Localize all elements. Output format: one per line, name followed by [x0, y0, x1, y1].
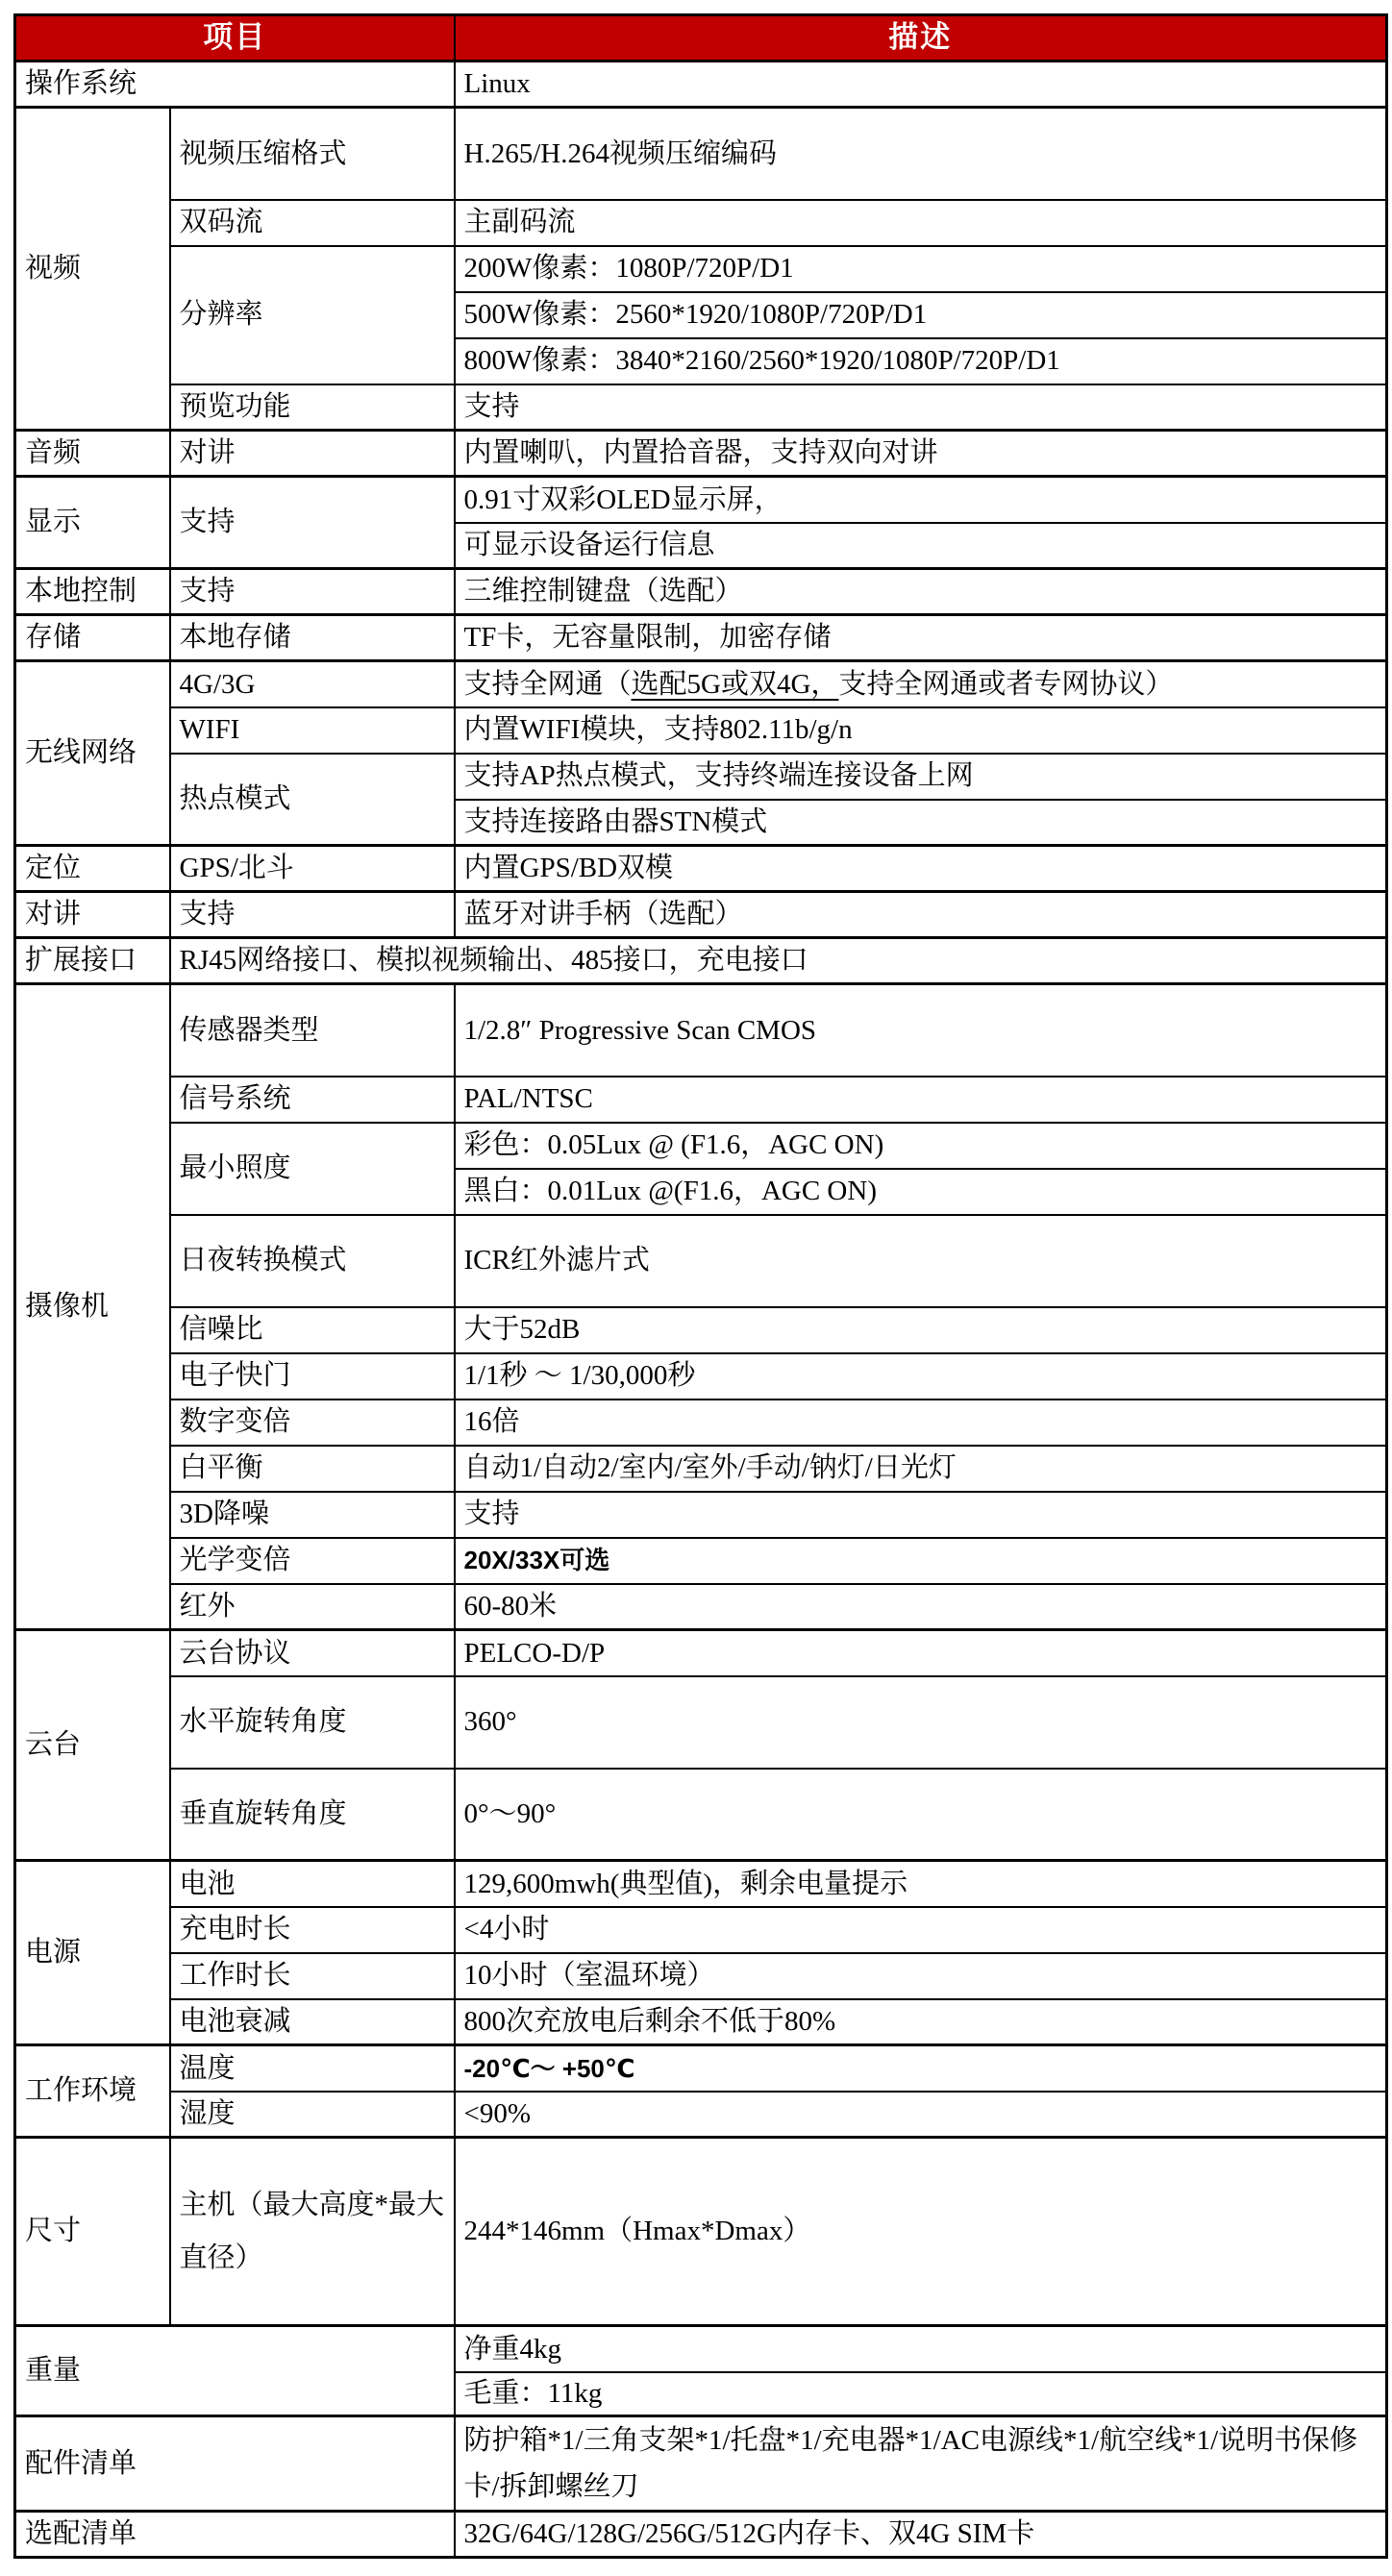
local-desc: 三维控制键盘（选配）	[455, 569, 1387, 615]
row-ext-port	[15, 938, 1387, 984]
camera-dzoom-desc: 16倍	[455, 1399, 1387, 1446]
weight-category: 重量	[15, 2326, 455, 2416]
header-row	[15, 15, 1387, 62]
row-camera-dzoom	[15, 1399, 1387, 1446]
camera-dzoom-label: 数字变倍	[170, 1399, 455, 1446]
row-env-humidity	[15, 2092, 1387, 2138]
camera-ir-desc: 60-80米	[455, 1584, 1387, 1630]
intercom-label: 支持	[170, 892, 455, 938]
row-camera-lux-1	[15, 1123, 1387, 1169]
power-battery-desc: 129,600mwh(典型值)，剩余电量提示	[455, 1861, 1387, 1907]
display-desc2: 可显示设备运行信息	[455, 523, 1387, 569]
video-res2-desc: 500W像素：2560*1920/1080P/720P/D1	[455, 292, 1387, 338]
env-humidity-label: 湿度	[170, 2092, 455, 2138]
row-accessories	[15, 2416, 1387, 2512]
camera-dnr-desc: 支持	[455, 1492, 1387, 1538]
wireless-hotspot-label: 热点模式	[170, 754, 455, 846]
video-res-label: 分辨率	[170, 246, 455, 384]
row-wireless-4g	[15, 661, 1387, 707]
video-res3-desc: 800W像素：3840*2160/2560*1920/1080P/720P/D1	[455, 338, 1387, 384]
row-camera-snr	[15, 1307, 1387, 1353]
accessories-desc: 防护箱*1/三角支架*1/托盘*1/充电器*1/AC电源线*1/航空线*1/说明书保修卡/拆卸螺丝刀	[455, 2416, 1387, 2512]
optional-desc: 32G/64G/128G/256G/512G内存卡、双4G SIM卡	[455, 2512, 1387, 2558]
ptz-pan-desc: 360°	[455, 1676, 1387, 1769]
wireless-hotspot-desc1: 支持AP热点模式，支持终端连接设备上网	[455, 754, 1387, 800]
camera-shutter-desc: 1/1秒 ～ 1/30,000秒	[455, 1353, 1387, 1399]
row-storage	[15, 615, 1387, 661]
camera-sensor-desc: 1/2.8″ Progressive Scan CMOS	[455, 984, 1387, 1077]
ptz-tilt-desc: 0°～90°	[455, 1769, 1387, 1861]
audio-label: 对讲	[170, 431, 455, 477]
wireless-wifi-desc: 内置WIFI模块，支持802.11b/g/n	[455, 707, 1387, 754]
row-power-work	[15, 1953, 1387, 1999]
display-label: 支持	[170, 477, 455, 569]
power-category: 电源	[15, 1861, 170, 2045]
row-wireless-wifi	[15, 707, 1387, 754]
row-power-charge	[15, 1907, 1387, 1953]
row-wireless-hotspot-1	[15, 754, 1387, 800]
row-ptz-proto	[15, 1630, 1387, 1676]
display-desc1: 0.91寸双彩OLED显示屏，	[455, 477, 1387, 523]
row-camera-signal	[15, 1077, 1387, 1123]
camera-wb-label: 白平衡	[170, 1446, 455, 1492]
weight-desc2: 毛重：11kg	[455, 2372, 1387, 2416]
row-camera-daynight	[15, 1215, 1387, 1307]
wireless-hotspot-desc2: 支持连接路由器STN模式	[455, 800, 1387, 846]
local-label: 支持	[170, 569, 455, 615]
camera-dnr-label: 3D降噪	[170, 1492, 455, 1538]
ext-category: 扩展接口	[15, 938, 170, 984]
row-display-1	[15, 477, 1387, 523]
gps-label: GPS/北斗	[170, 846, 455, 892]
wireless-4g-desc	[455, 661, 1387, 707]
camera-lux-desc1: 彩色：0.05Lux @ (F1.6，AGC ON)	[455, 1123, 1387, 1169]
env-category: 工作环境	[15, 2045, 170, 2138]
power-work-desc: 10小时（室温环境）	[455, 1953, 1387, 1999]
row-gps	[15, 846, 1387, 892]
display-category: 显示	[15, 477, 170, 569]
camera-signal-desc: PAL/NTSC	[455, 1077, 1387, 1123]
row-camera-dnr	[15, 1492, 1387, 1538]
wireless-category: 无线网络	[15, 661, 170, 846]
ptz-proto-label: 云台协议	[170, 1630, 455, 1676]
row-camera-ir	[15, 1584, 1387, 1630]
env-temp-label: 温度	[170, 2045, 455, 2092]
row-camera-ozoom	[15, 1538, 1387, 1584]
row-optional	[15, 2512, 1387, 2558]
audio-desc: 内置喇叭，内置拾音器，支持双向对讲	[455, 431, 1387, 477]
camera-ozoom-label: 光学变倍	[170, 1538, 455, 1584]
accessories-category: 配件清单	[15, 2416, 455, 2512]
audio-category: 音频	[15, 431, 170, 477]
row-size	[15, 2138, 1387, 2326]
video-category: 视频	[15, 108, 170, 431]
ptz-pan-label: 水平旋转角度	[170, 1676, 455, 1769]
video-compress-label: 视频压缩格式	[170, 108, 455, 200]
power-work-label: 工作时长	[170, 1953, 455, 1999]
camera-wb-desc: 自动1/自动2/室内/室外/手动/钠灯/日光灯	[455, 1446, 1387, 1492]
header-item: 项目	[15, 15, 455, 62]
wireless-wifi-label: WIFI	[170, 707, 455, 754]
camera-category: 摄像机	[15, 984, 170, 1630]
os-desc: Linux	[455, 62, 1387, 108]
row-power-decay	[15, 1999, 1387, 2045]
row-env-temp	[15, 2045, 1387, 2092]
camera-sensor-label: 传感器类型	[170, 984, 455, 1077]
camera-ozoom-desc: 20X/33X可选	[455, 1538, 1387, 1584]
row-video-compress	[15, 108, 1387, 200]
intercom-desc: 蓝牙对讲手柄（选配）	[455, 892, 1387, 938]
camera-lux-label: 最小照度	[170, 1123, 455, 1215]
row-camera-wb	[15, 1446, 1387, 1492]
row-os	[15, 62, 1387, 108]
row-intercom	[15, 892, 1387, 938]
spec-sheet-page	[13, 13, 1388, 2559]
video-preview-desc: 支持	[455, 384, 1387, 431]
row-power-battery	[15, 1861, 1387, 1907]
power-decay-label: 电池衰减	[170, 1999, 455, 2045]
local-category: 本地控制	[15, 569, 170, 615]
power-battery-label: 电池	[170, 1861, 455, 1907]
wireless-4g-label: 4G/3G	[170, 661, 455, 707]
storage-label: 本地存储	[170, 615, 455, 661]
wireless-4g-desc-prefix: 支持全网通（	[463, 668, 632, 700]
ptz-tilt-label: 垂直旋转角度	[170, 1769, 455, 1861]
camera-ir-label: 红外	[170, 1584, 455, 1630]
camera-snr-label: 信噪比	[170, 1307, 455, 1353]
ptz-category: 云台	[15, 1630, 170, 1861]
size-desc: 244*146mm（Hmax*Dmax）	[455, 2138, 1387, 2326]
env-temp-desc: -20℃～ +50℃	[455, 2045, 1387, 2092]
power-charge-label: 充电时长	[170, 1907, 455, 1953]
row-camera-shutter	[15, 1353, 1387, 1399]
spec-table	[13, 13, 1388, 2559]
camera-lux-desc2: 黑白：0.01Lux @(F1.6，AGC ON)	[455, 1169, 1387, 1215]
row-video-res1	[15, 246, 1387, 292]
env-humidity-desc: <90%	[455, 2092, 1387, 2138]
ext-desc: RJ45网络接口、模拟视频输出、485接口，充电接口	[170, 938, 1387, 984]
row-video-preview	[15, 384, 1387, 431]
gps-desc: 内置GPS/BD双模	[455, 846, 1387, 892]
row-audio	[15, 431, 1387, 477]
optional-category: 选配清单	[15, 2512, 455, 2558]
size-label: 主机（最大高度*最大直径）	[170, 2138, 455, 2326]
row-weight-1	[15, 2326, 1387, 2372]
camera-signal-label: 信号系统	[170, 1077, 455, 1123]
wireless-4g-desc-underlined: 选配5G或双4G，	[631, 668, 839, 700]
row-ptz-pan	[15, 1676, 1387, 1769]
ptz-proto-desc: PELCO-D/P	[455, 1630, 1387, 1676]
wireless-4g-desc-suffix: 支持全网通或者专网协议）	[838, 668, 1174, 700]
camera-shutter-label: 电子快门	[170, 1353, 455, 1399]
camera-daynight-label: 日夜转换模式	[170, 1215, 455, 1307]
row-local-control	[15, 569, 1387, 615]
power-charge-desc: <4小时	[455, 1907, 1387, 1953]
camera-daynight-desc: ICR红外滤片式	[455, 1215, 1387, 1307]
storage-desc: TF卡，无容量限制，加密存储	[455, 615, 1387, 661]
os-category: 操作系统	[15, 62, 455, 108]
video-compress-desc: H.265/H.264视频压缩编码	[455, 108, 1387, 200]
storage-category: 存储	[15, 615, 170, 661]
weight-desc1: 净重4kg	[455, 2326, 1387, 2372]
intercom-category: 对讲	[15, 892, 170, 938]
video-preview-label: 预览功能	[170, 384, 455, 431]
power-decay-desc: 800次充放电后剩余不低于80%	[455, 1999, 1387, 2045]
size-category: 尺寸	[15, 2138, 170, 2326]
video-stream-desc: 主副码流	[455, 200, 1387, 246]
gps-category: 定位	[15, 846, 170, 892]
row-video-stream	[15, 200, 1387, 246]
row-ptz-tilt	[15, 1769, 1387, 1861]
camera-snr-desc: 大于52dB	[455, 1307, 1387, 1353]
video-res1-desc: 200W像素：1080P/720P/D1	[455, 246, 1387, 292]
row-camera-sensor	[15, 984, 1387, 1077]
video-stream-label: 双码流	[170, 200, 455, 246]
header-desc: 描述	[455, 15, 1387, 62]
